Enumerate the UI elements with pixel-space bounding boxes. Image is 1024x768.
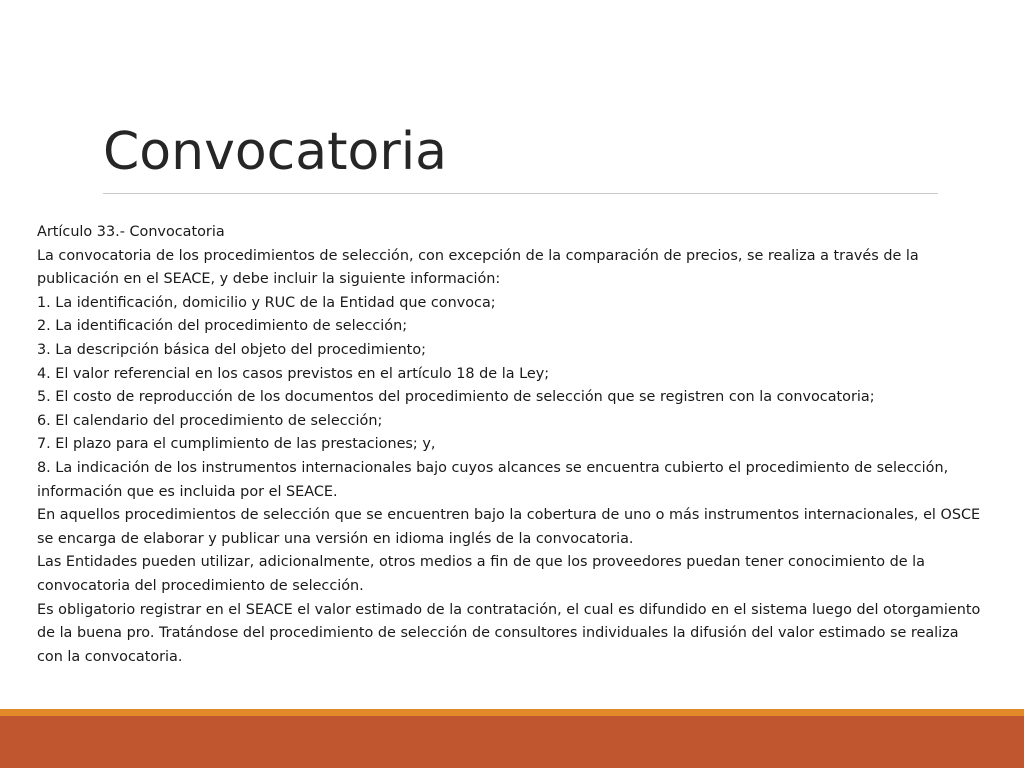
footer-bar xyxy=(0,716,1024,768)
list-item: 8. La indicación de los instrumentos internacionales bajo cuyos alcances se encuentra cubierto el procedimiento de selección, información que es incluida por el SEACE. xyxy=(37,459,949,500)
body-paragraph: En aquellos procedimientos de selección que se encuentren bajo la cobertura de uno o más instrumentos internacionales, el OSCE se encarga de elaborar y publicar una versión en idioma inglés de la convocatoria. xyxy=(37,507,981,547)
title-divider xyxy=(103,193,938,194)
list-item: 5. El costo de reproducción de los documentos del procedimiento de selección que se registren con la convocatoria; xyxy=(37,389,875,406)
slide-title: Convocatoria xyxy=(103,122,448,182)
body-paragraph: La convocatoria de los procedimientos de selección, con excepción de la comparación de precios, se realiza a través de la publicación en el SEACE, y debe incluir la siguiente información: xyxy=(37,247,919,288)
list-item: 2. La identificación del procedimiento de selección; xyxy=(37,318,408,335)
body-paragraph: Es obligatorio registrar en el SEACE el valor estimado de la contratación, el cual es difundido en el sistema luego del otorgamiento de la buena pro. Tratándose del procedimiento de selección de consultores individuales la difusión del valor estimado se realiza con la convocatoria. xyxy=(37,601,981,665)
list-item: 6. El calendario del procedimiento de selección; xyxy=(37,412,383,429)
list-item: 4. El valor referencial en los casos previstos en el artículo 18 de la Ley; xyxy=(37,365,550,382)
footer-accent-bar xyxy=(0,709,1024,716)
list-item: 1. La identificación, domicilio y RUC de la Entidad que convoca; xyxy=(37,294,496,311)
list-item: 7. El plazo para el cumplimiento de las prestaciones; y, xyxy=(37,436,436,453)
article-heading: Artículo 33.- Convocatoria xyxy=(37,224,225,240)
list-item: 3. La descripción básica del objeto del procedimiento; xyxy=(37,341,426,358)
body-paragraph: Las Entidades pueden utilizar, adicionalmente, otros medios a fin de que los proveedores puedan tener conocimiento de la convocatoria del procedimiento de selección. xyxy=(37,554,925,594)
slide-body xyxy=(37,221,987,669)
